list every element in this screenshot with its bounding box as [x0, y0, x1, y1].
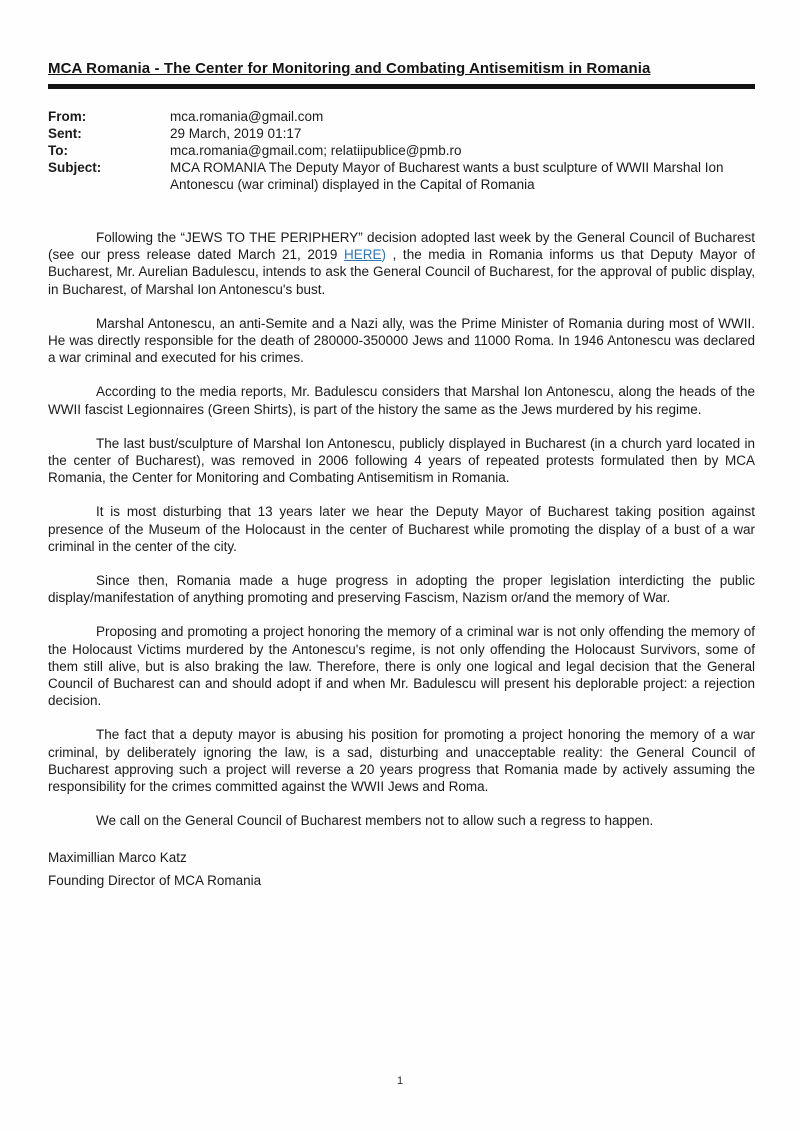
body-paragraph-9: We call on the General Council of Bucharest members not to allow such a regress to happen.: [96, 813, 654, 829]
body-paragraph-6: Since then, Romania made a huge progress in adopting the proper legislation interdicting the public display/manifestation of anything promoting and preserving Fascism, Nazism or/and the memory of War.: [48, 573, 755, 606]
body-paragraph-1: [48, 229, 755, 298]
meta-row-from: [48, 108, 755, 125]
signature-block: [48, 846, 755, 892]
meta-row-sent: [48, 125, 755, 142]
paragraph-1-text-after: , the media in Romania informs us that Deputy Mayor of Bucharest, Mr. Aurelian Badulescu, intends to ask the General Council of Bucharest, for the approval of public display, in Bucharest, of Marshal Ion Antonescu's bust.: [48, 247, 755, 297]
to-value: mca.romania@gmail.com; relatiipublice@pmb.ro: [170, 143, 462, 158]
sent-value: 29 March, 2019 01:17: [170, 126, 302, 141]
to-label: To:: [48, 143, 68, 158]
body-paragraph-2: Marshal Antonescu, an anti-Semite and a Nazi ally, was the Prime Minister of Romania during most of WWII. He was directly responsible for the death of 280000-350000 Jews and 11000 Roma. In 1946 Antonescu was declared a war criminal and executed for his crimes.: [48, 315, 755, 366]
page-number: 1: [396, 1075, 404, 1087]
from-value: mca.romania@gmail.com: [170, 109, 324, 124]
document-title: MCA Romania - The Center for Monitoring and Combating Antisemitism in Romania: [48, 60, 651, 77]
subject-value: MCA ROMANIA The Deputy Mayor of Bucharest wants a bust sculpture of WWII Marshal Ion Antonescu (war criminal) displayed in the Capital of Romania: [170, 160, 724, 192]
email-meta: [48, 108, 755, 193]
press-release-here-link[interactable]: HERE: [343, 247, 382, 263]
meta-row-subject: [48, 159, 755, 193]
body-paragraph-7: Proposing and promoting a project honoring the memory of a criminal war is not only offending the memory of the Holocaust Victims murdered by the Antonescu's regime, is not only offending the Holocaust Survivors, some of them still alive, but is also braking the law. Therefore, there is only one logical and legal decision that the General Council of Bucharest can and should adopt if and when Mr. Badulescu will present his deplorable project: a rejection decision.: [48, 624, 755, 709]
email-body: [48, 229, 755, 829]
body-paragraph-5: It is most disturbing that 13 years later we hear the Deputy Mayor of Bucharest taking position against presence of the Museum of the Holocaust in the center of Bucharest while promoting the display of a bust of a war criminal in the center of the city.: [48, 504, 755, 554]
paragraph-1-text-before: Following the “JEWS TO THE PERIPHERY” decision adopted last week by the General Council of Bucharest (see our press release dated March 21, 2019: [48, 230, 755, 263]
meta-row-to: [48, 142, 755, 159]
link-closing-paren: ): [381, 247, 386, 263]
sent-label: Sent:: [48, 126, 82, 141]
signature-name: Maximillian Marco Katz: [48, 850, 187, 866]
from-label: From:: [48, 109, 87, 124]
body-paragraph-4: The last bust/sculpture of Marshal Ion Antonescu, publicly displayed in Bucharest (in a church yard located in the center of Bucharest), was removed in 2006 following 4 years of repeated protests formulated then by MCA Romania, the Center for Monitoring and Combating Antisemitism in Romania.: [48, 435, 755, 486]
body-paragraph-8: The fact that a deputy mayor is abusing his position for promoting a project honoring the memory of a war criminal, by deliberately ignoring the law, is a sad, disturbing and unacceptable reality: the General Council of Bucharest approving such a project will reverse a 20 years progress that Romania made by actively assuming the responsibility for the crimes committed against the WWII Jews and Roma.: [48, 727, 755, 795]
subject-label: Subject:: [48, 160, 102, 175]
signature-role: Founding Director of MCA Romania: [48, 873, 262, 889]
title-block: [48, 60, 755, 89]
body-paragraph-3: According to the media reports, Mr. Badulescu considers that Marshal Ion Antonescu, along the heads of the WWII fascist Legionnaires (Green Shirts), is part of the history the same as the Jews murdered by his regime.: [48, 384, 755, 417]
